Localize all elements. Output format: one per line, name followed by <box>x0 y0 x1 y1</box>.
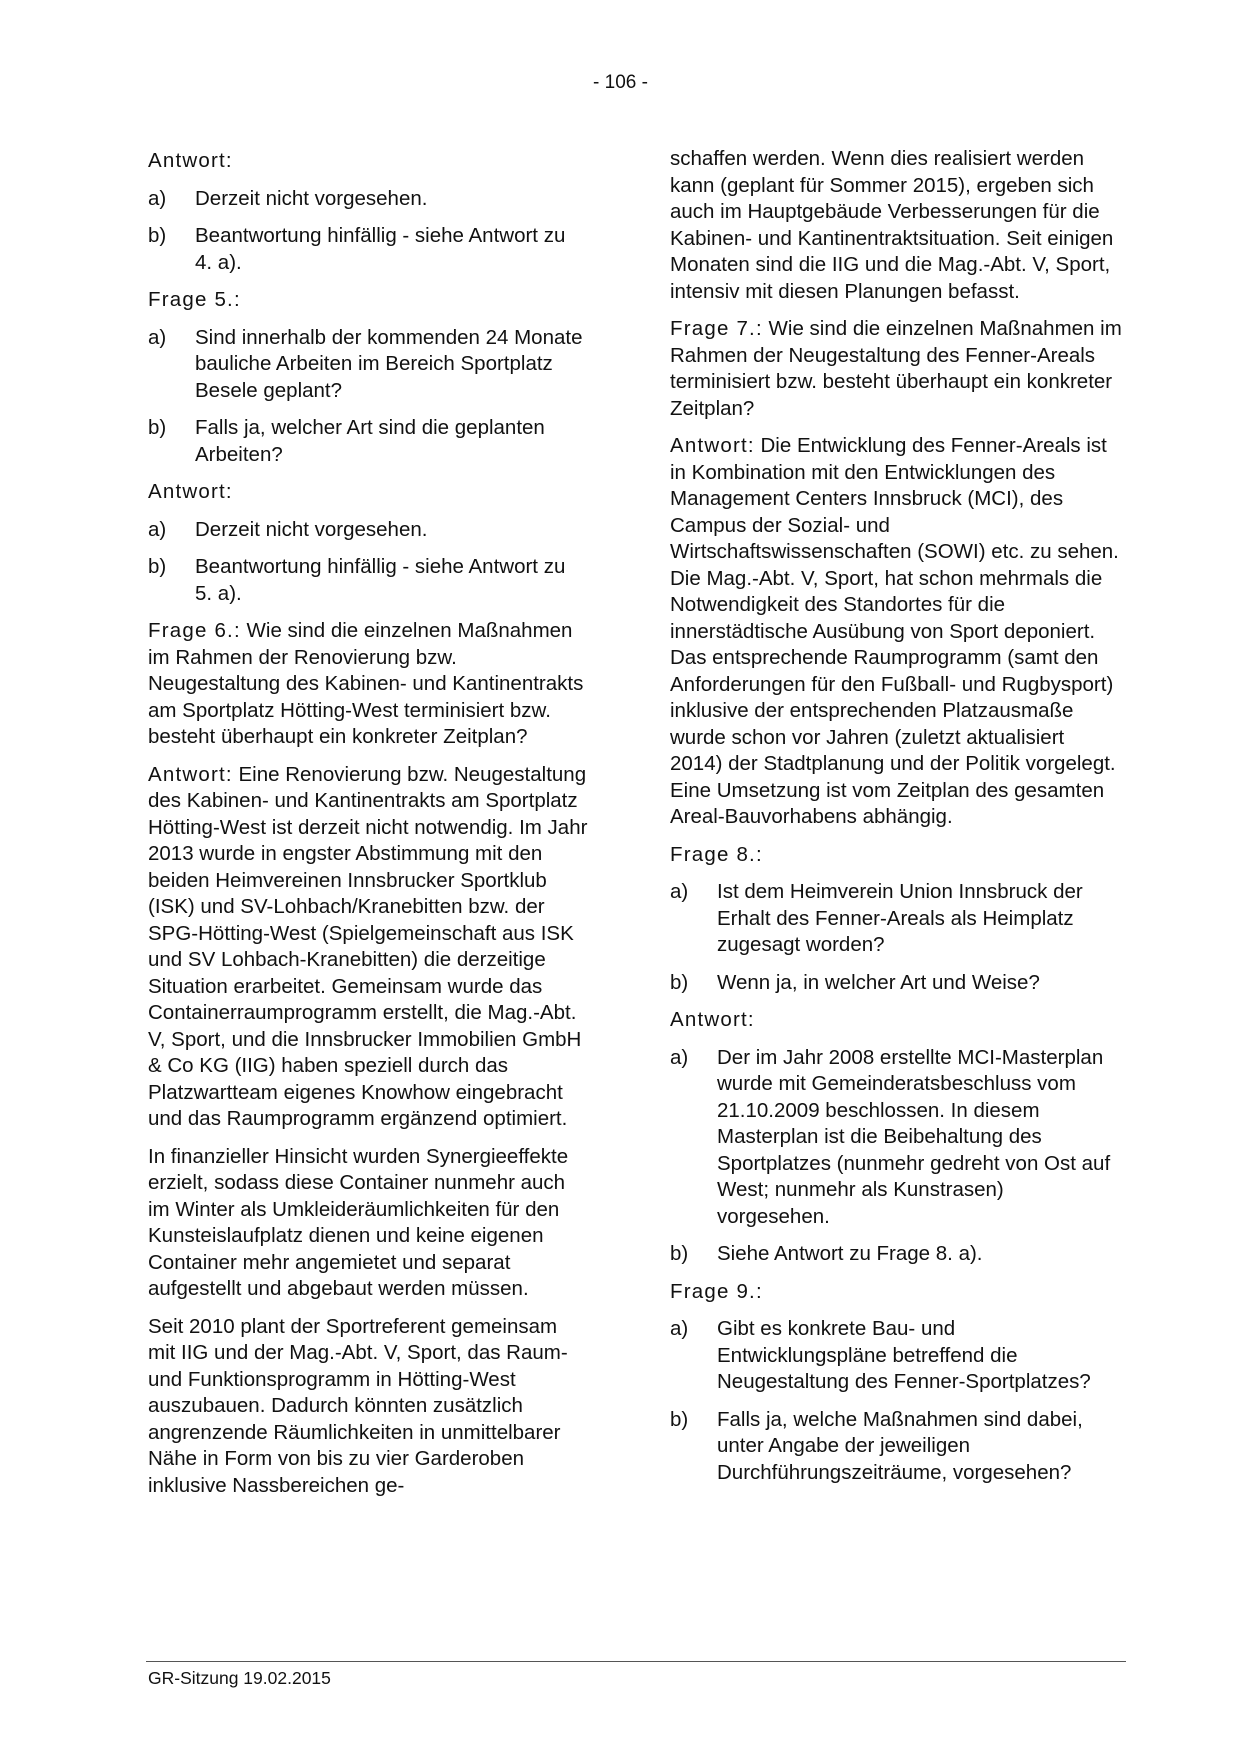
section-label: Frage 8.: <box>670 842 763 866</box>
paragraph-text: In finanzieller Hinsicht wurden Synergieeffekte erzielt, sodass diese Container nunmehr auch im Winter als Umkleideräumlichkeiten für den Kunsteislaufplatz dienen und keine eigenen Container mehr angemietet und separat aufgestellt und abgebaut werden müssen. <box>148 1144 569 1300</box>
section-label: Frage 9.: <box>670 1279 763 1303</box>
list-item-marker: a) <box>670 1317 689 1340</box>
list-item <box>670 1407 1122 1487</box>
paragraph-text: schaffen werden. Wenn dies realisiert werden kann (geplant für Sommer 2015), ergeben sich auch im Hauptgebäude Verbesserungen für die Kabinen- und Kantinentraktsituation. Seit einigen Monaten sind die IIG und die Mag.-Abt. V, Sport, intensiv mit diesen Planungen befasst. <box>670 147 1114 303</box>
right-column <box>670 146 1122 1497</box>
list-item-text: Wenn ja, in welcher Art und Weise? <box>717 970 1040 994</box>
list-item <box>670 1316 1122 1396</box>
list-item-marker: a) <box>148 517 167 541</box>
list-item <box>670 1241 1122 1268</box>
paragraph <box>670 316 1122 422</box>
page-number: - 106 - <box>593 72 648 93</box>
list-item-text: Sind innerhalb der kommenden 24 Monate bauliche Arbeiten im Bereich Sportplatz Besele geplant? <box>195 325 583 402</box>
list-item-marker: b) <box>148 416 167 439</box>
list-item-marker: a) <box>670 1045 689 1069</box>
list-item <box>148 554 588 607</box>
list-item-text: Gibt es konkrete Bau- und Entwicklungspläne betreffend die Neugestaltung des Fenner-Sportplatzes? <box>717 1317 1091 1393</box>
paragraph <box>148 1314 588 1500</box>
paragraph-text: Die Entwicklung des Fenner-Areals ist in Kombination mit den Entwicklungen des Management Centers Innsbruck (MCI), des Campus der Sozial- und Wirtschaftswissenschaften (SOWI) etc. zu sehen. Die Mag.-Abt. V, Sport, hat schon mehrmals die Notwendigkeit des Standortes für die innerstädtische Ausübung von Sport deponiert. Das entsprechende Raumprogramm (samt den Anforderungen für den Fußball- und Rugbysport) inklusive der entsprechenden Platzausmaße wurde schon vor Jahren (zuletzt aktualisiert 2014) der Stadtplanung und der Politik vorgelegt. Eine Umsetzung ist vom Zeitplan des gesamten Areal-Bauvorhabens abhängig. <box>670 434 1119 828</box>
list-item-marker: b) <box>670 1242 689 1265</box>
paragraph-text: Eine Renovierung bzw. Neugestaltung des Kabinen- und Kantinentrakts am Sportplatz Hötting-West ist derzeit nicht notwendig. Im Jahr 2013 wurde in engster Abstimmung mit den beiden Heimvereinen Innsbrucker Sportklub (ISK) und SV-Lohbach/Kranebitten bzw. der SPG-Hötting-West (Spielgemeinschaft aus ISK und SV Lohbach-Kranebitten) die derzeitige Situation erarbeitet. Gemeinsam wurde das Containerraumprogramm erstellt, die Mag.-Abt. V, Sport, und die Innsbrucker Immobilien GmbH & Co KG (IIG) haben speziell durch das Platzwartteam eigenes Knowhow eingebracht und das Raumprogramm ergänzend optimiert. <box>148 762 588 1130</box>
paragraph-text: Seit 2010 plant der Sportreferent gemeinsam mit IIG und der Mag.-Abt. V, Sport, das Raum- und Funktionsprogramm in Hötting-West auszubauen. Dadurch könnten zusätzlich angrenzende Räumlichkeiten in unmittelbarer Nähe in Form von bis zu vier Garderoben inklusive Nassbereichen ge- <box>148 1314 568 1497</box>
list-item-marker: a) <box>670 880 689 903</box>
list-item-text: Ist dem Heimverein Union Innsbruck der Erhalt des Fenner-Areals als Heimplatz zugesagt worden? <box>717 880 1083 956</box>
list-item <box>670 970 1122 997</box>
paragraph <box>670 146 1122 305</box>
list-item <box>148 186 588 213</box>
list-item-text: Beantwortung hinfällig - siehe Antwort zu 5. a). <box>195 555 566 605</box>
list-item-text: Der im Jahr 2008 erstellte MCI-Masterplan wurde mit Gemeinderatsbeschluss vom 21.10.2009 beschlossen. In diesem Masterplan ist die Beibehaltung des Sportplatzes (nunmehr gedreht von Ost auf West; nunmehr als Kunstrasen) vorgesehen. <box>717 1045 1111 1228</box>
list-item <box>670 879 1122 959</box>
paragraph <box>670 433 1122 831</box>
section-label: Antwort: <box>148 480 233 503</box>
list-item <box>148 415 588 468</box>
paragraph-label: Antwort: <box>670 434 755 457</box>
list-item-text: Derzeit nicht vorgesehen. <box>195 186 428 210</box>
list-item-marker: b) <box>148 555 167 578</box>
footer-divider <box>146 1661 1126 1662</box>
list-item <box>148 223 588 276</box>
list-item-marker: b) <box>670 1407 689 1431</box>
paragraph-label: Antwort: <box>148 762 233 786</box>
paragraph-text: Wie sind die einzelnen Maßnahmen im Rahmen der Renovierung bzw. Neugestaltung des Kabinen- und Kantinentrakts am Sportplatz Hötting-West terminisiert bzw. besteht überhaupt ein konkreter Zeitplan? <box>148 619 584 748</box>
list-item-text: Beantwortung hinfällig - siehe Antwort zu 4. a). <box>195 224 566 274</box>
paragraph <box>148 618 588 751</box>
paragraph-label: Frage 6.: <box>148 619 241 642</box>
list-item-marker: b) <box>670 970 689 994</box>
paragraph-label: Frage 7.: <box>670 317 763 340</box>
paragraph <box>148 762 588 1133</box>
list-item <box>148 325 588 405</box>
list-item-marker: a) <box>148 186 167 210</box>
list-item-marker: a) <box>148 325 167 349</box>
paragraph <box>148 1144 588 1303</box>
list-item-text: Derzeit nicht vorgesehen. <box>195 517 428 541</box>
list-item <box>148 517 588 544</box>
section-label: Antwort: <box>148 149 233 172</box>
list-item-marker: b) <box>148 224 167 247</box>
section-label: Antwort: <box>670 1008 755 1031</box>
left-column <box>148 148 588 1510</box>
list-item-text: Falls ja, welcher Art sind die geplanten Arbeiten? <box>195 416 545 466</box>
paragraph-text: Wie sind die einzelnen Maßnahmen im Rahmen der Neugestaltung des Fenner-Areals terminisiert bzw. besteht überhaupt ein konkreter Zeitplan? <box>670 317 1122 420</box>
section-label: Frage 5.: <box>148 288 241 311</box>
list-item <box>670 1045 1122 1231</box>
list-item-text: Falls ja, welche Maßnahmen sind dabei, unter Angabe der jeweiligen Durchführungszeiträume, vorgesehen? <box>717 1407 1083 1484</box>
list-item-text: Siehe Antwort zu Frage 8. a). <box>717 1242 983 1265</box>
footer-text: GR-Sitzung 19.02.2015 <box>148 1668 331 1688</box>
